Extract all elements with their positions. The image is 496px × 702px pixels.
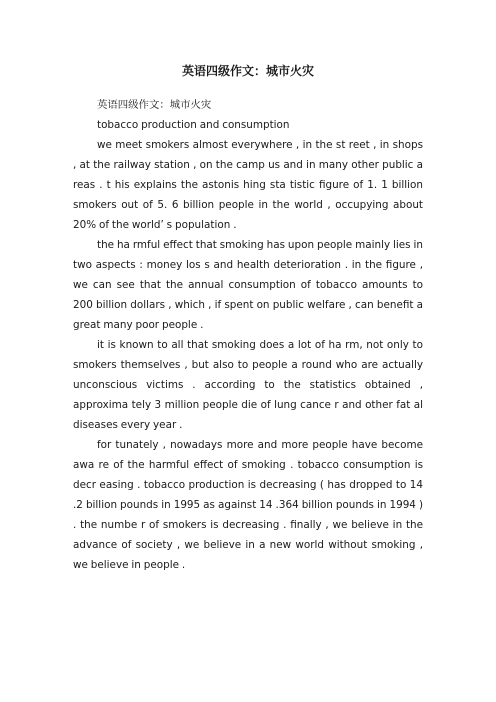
body-paragraph: for tunately , nowadays more and more people have become awa re of the harmful effect of smoking . tobacco consumption is decr easing . tobacco production is decreasing ( has dropped to 14 .2 billion pounds in 1995 as against 14 .364 billion pounds in 1994 ) . the numbe r of smokers is decreasing . finally , we believe in the advance of society , we believe in a new world without smoking , we believe in people .: [73, 439, 423, 571]
document-body: [73, 95, 423, 575]
topic-paragraph: tobacco production and consumption: [97, 119, 290, 131]
document-title: 英语四级作文：城市火灾: [181, 64, 314, 78]
body-paragraph: we meet smokers almost everywhere , in the st reet , in shops , at the railway station , on the camp us and in many other public a reas . t his explains the astonis hing sta tistic figure of 1. 1 billion smokers out of 5. 6 billion people in the world , occupying about 20% of the world’ s population .: [73, 139, 423, 231]
body-paragraph: it is known to all that smoking does a lot of ha rm, not only to smokers themselves , but also to people a round who are actually unconscious victims . according to the statistics obtained , approxima tely 3 million people die of lung cance r and other fat al diseases every year .: [73, 339, 423, 431]
subtitle-paragraph: 英语四级作文：城市火灾: [97, 99, 212, 111]
body-paragraph: the ha rmful effect that smoking has upon people mainly lies in two aspects : money los s and health deterioration . in the figure , we can see that the annual consumption of tobacco amounts to 200 billion dollars , which , if spent on public welfare , can benefit a great many poor people .: [73, 239, 423, 331]
